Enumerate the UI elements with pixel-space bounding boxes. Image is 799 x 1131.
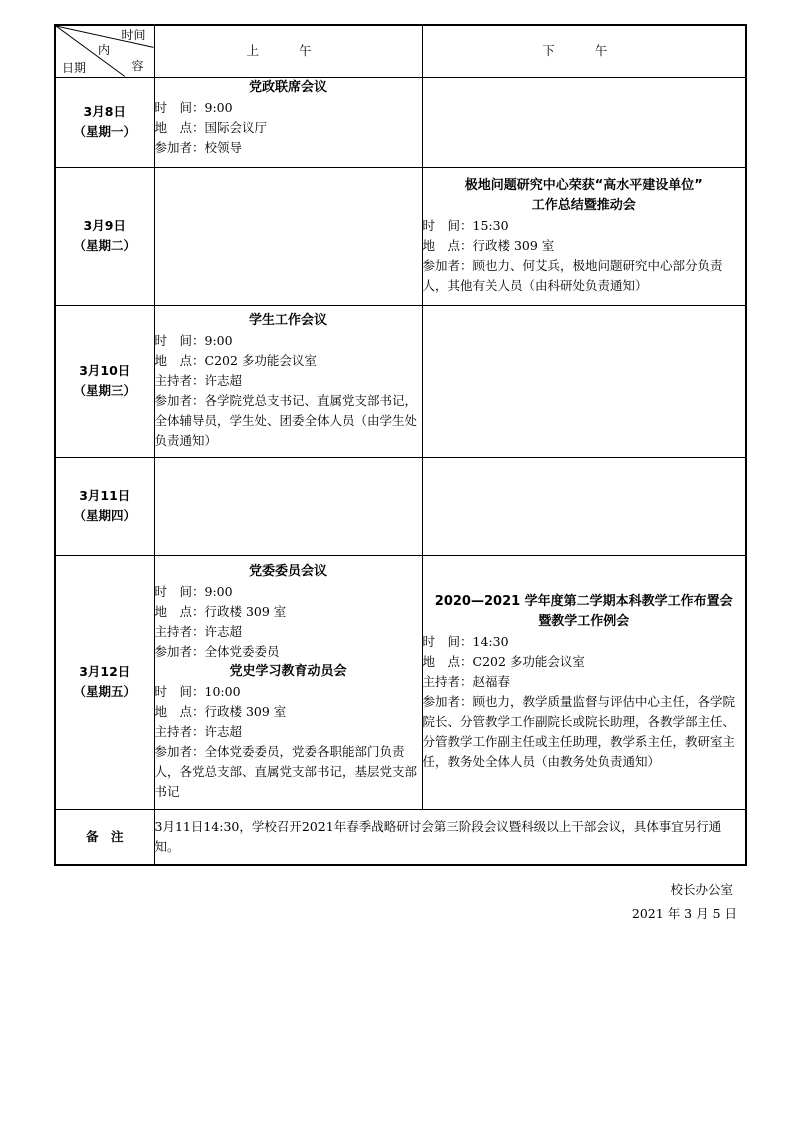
weekday-label: （星期五） bbox=[73, 684, 136, 699]
date-cell bbox=[55, 77, 154, 167]
meeting-2-time: 时 间：10:00 bbox=[154, 684, 241, 699]
meeting-place: 地 点：国际会议厅 bbox=[154, 119, 268, 135]
header-corner-cell bbox=[55, 25, 154, 77]
meeting-2-place: 地 点：行政楼 309 室 bbox=[154, 704, 287, 719]
meeting-time: 时 间：15:30 bbox=[422, 218, 509, 233]
meeting-attendees: 参加者：顾也力，教学质量监督与评估中心主任，各学院院长、分管教学工作副院长或院长助理，各教学部主任、分管教学工作副主任或主任助理，教学系主任，教研室主任，教务处全体人员（由教务处负责通知） bbox=[422, 694, 736, 769]
date-label: 3月10日 bbox=[79, 363, 131, 378]
meeting-time: 时 间：9:00 bbox=[154, 584, 233, 599]
meeting-2-host: 主持者：许志超 bbox=[154, 724, 243, 739]
meeting-2-attendees: 参加者：全体党委委员，党委各职能部门负责人，各党总支部、直属党支部书记，基层党支部书记 bbox=[154, 744, 418, 799]
schedule-row-mar10 bbox=[55, 305, 746, 457]
meeting-title-line2: 工作总结暨推动会 bbox=[531, 198, 636, 213]
remark-row bbox=[55, 809, 746, 865]
pm-cell bbox=[422, 167, 746, 305]
meeting-attendees: 参加者：各学院党总支书记、直属党支部书记，全体辅导员，学生处、团委全体人员（由学生处负责通知） bbox=[154, 393, 418, 448]
am-cell bbox=[154, 77, 422, 167]
date-cell bbox=[55, 457, 154, 555]
header-row bbox=[55, 25, 746, 77]
issue-date: 2021 年 3 月 5 日 bbox=[631, 906, 737, 921]
pm-cell-empty bbox=[422, 305, 746, 457]
meeting-host: 主持者：赵福春 bbox=[422, 674, 511, 689]
am-cell-empty bbox=[154, 457, 422, 555]
meeting-title: 学生工作会议 bbox=[248, 313, 327, 328]
corner-date-label: 日期 bbox=[62, 61, 87, 75]
schedule-table bbox=[54, 24, 747, 866]
remark-label: 备 注 bbox=[55, 809, 154, 865]
meeting-title-line2: 暨教学工作例会 bbox=[538, 614, 630, 629]
meeting-title: 党政联席会议 bbox=[248, 79, 327, 95]
corner-content-label-1: 内 bbox=[98, 43, 111, 57]
am-cell bbox=[154, 555, 422, 809]
meeting-time: 时 间：9:00 bbox=[154, 333, 233, 348]
meeting-title-2: 党史学习教育动员会 bbox=[229, 664, 347, 679]
meeting-title: 2020—2021 学年度第二学期本科教学工作布置会 bbox=[434, 594, 733, 609]
date-cell bbox=[55, 305, 154, 457]
date-label: 3月12日 bbox=[79, 664, 131, 679]
morning-header: 上 午 bbox=[154, 25, 422, 77]
meeting-attendees: 参加者：全体党委委员 bbox=[154, 644, 280, 659]
date-cell bbox=[55, 167, 154, 305]
pm-cell-empty bbox=[422, 457, 746, 555]
meeting-title: 极地问题研究中心荣获“高水平建设单位” bbox=[464, 178, 703, 193]
meeting-place: 地 点：行政楼 309 室 bbox=[422, 238, 555, 253]
schedule-row-mar12 bbox=[55, 555, 746, 809]
corner-time-label: 时间 bbox=[121, 28, 146, 42]
date-cell bbox=[55, 555, 154, 809]
meeting-place: 地 点：C202 多功能会议室 bbox=[422, 654, 585, 669]
meeting-time: 时 间：9:00 bbox=[154, 99, 233, 115]
pm-cell bbox=[422, 555, 746, 809]
date-label: 3月8日 bbox=[83, 104, 126, 119]
remark-text: 3月11日14:30，学校召开2021年春季战略研讨会第三阶段会议暨科级以上干部会议，具体事宜另行通知。 bbox=[154, 809, 746, 865]
afternoon-header: 下 午 bbox=[422, 25, 746, 77]
meeting-attendees: 参加者：顾也力、何艾兵，极地问题研究中心部分负责人，其他有关人员（由科研处负责通知） bbox=[422, 258, 723, 293]
meeting-host: 主持者：许志超 bbox=[154, 624, 243, 639]
meeting-time: 时 间：14:30 bbox=[422, 634, 509, 649]
pm-cell-empty bbox=[422, 77, 746, 167]
meeting-place: 地 点：C202 多功能会议室 bbox=[154, 353, 317, 368]
schedule-row-mar9 bbox=[55, 167, 746, 305]
meeting-attendees: 参加者：校领导 bbox=[154, 139, 243, 155]
schedule-row-mar11 bbox=[55, 457, 746, 555]
schedule-row-mar8 bbox=[55, 77, 746, 167]
weekday-label: （星期二） bbox=[73, 238, 136, 253]
meeting-host: 主持者：许志超 bbox=[154, 373, 243, 388]
issuing-office: 校长办公室 bbox=[670, 882, 733, 897]
weekday-label: （星期四） bbox=[73, 508, 136, 523]
date-label: 3月11日 bbox=[79, 488, 131, 503]
meeting-title: 党委委员会议 bbox=[248, 564, 327, 579]
weekday-label: （星期一） bbox=[73, 124, 136, 139]
corner-content-label-2: 容 bbox=[131, 59, 144, 73]
am-cell bbox=[154, 305, 422, 457]
date-label: 3月9日 bbox=[83, 218, 126, 233]
weekday-label: （星期三） bbox=[73, 383, 136, 398]
am-cell-empty bbox=[154, 167, 422, 305]
meeting-place: 地 点：行政楼 309 室 bbox=[154, 604, 287, 619]
